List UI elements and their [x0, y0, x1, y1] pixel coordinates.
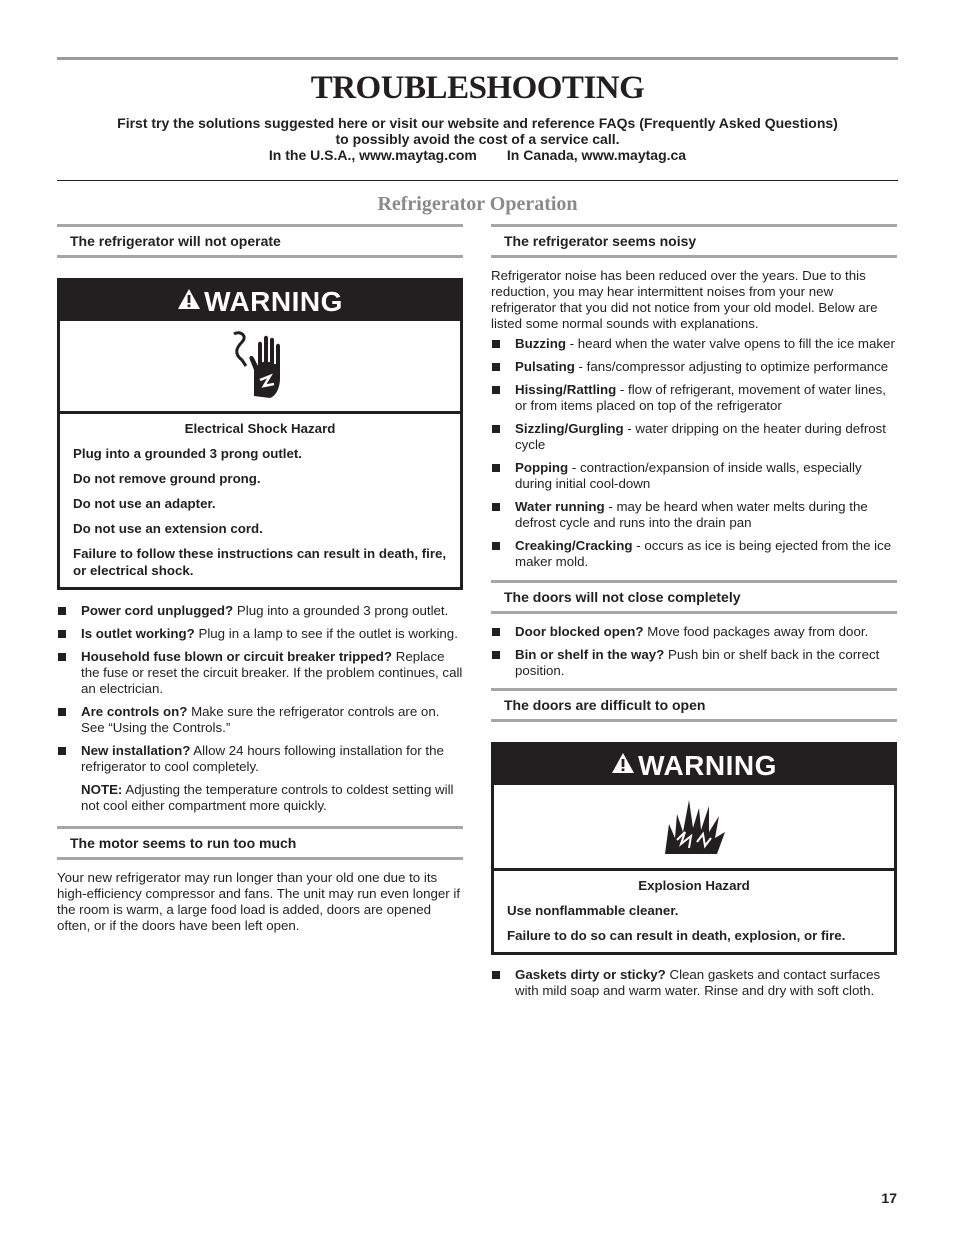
list-item: Household fuse blown or circuit breaker tripped? Replace the fuse or reset the circuit breaker. If the problem continues, call an electrician.	[57, 649, 463, 697]
list-item: Water running - may be heard when water melts during the defrost cycle and runs into the drain pan	[491, 499, 897, 531]
warning-line: Do not remove ground prong.	[73, 471, 261, 486]
noise-list	[491, 336, 897, 570]
intro-text	[57, 115, 898, 163]
warning-line: Do not use an adapter.	[73, 496, 216, 511]
heading-doors-close: The doors will not close completely	[491, 580, 897, 614]
heading-will-not-operate: The refrigerator will not operate	[57, 224, 463, 258]
warning-line: Failure to do so can result in death, explosion, or fire.	[507, 928, 846, 943]
intro-usa-link[interactable]: In the U.S.A., www.maytag.com	[268, 147, 477, 163]
explosion-icon	[494, 785, 894, 871]
motor-text: Your new refrigerator may run longer than your old one due to its high-efficiency compressor and fans. The unit may run even longer if the room is warm, a large food load is added, doors are opened often, or if the doors have been left open.	[57, 870, 461, 933]
intro-canada-link[interactable]: In Canada, www.maytag.ca	[506, 147, 687, 163]
hazard-title: Explosion Hazard	[638, 878, 750, 893]
warning-text	[60, 414, 460, 587]
list-item: Are controls on? Make sure the refrigerator controls are on. See “Using the Controls.”	[57, 704, 463, 736]
left-column	[57, 224, 463, 934]
note-text: NOTE: Adjusting the temperature controls to coldest setting will not cool either compartment more quickly.	[81, 782, 454, 813]
noisy-intro: Refrigerator noise has been reduced over the years. Due to this reduction, you may hear intermittent noises from your new refrigerator that you did not notice from your old model. Below are listed some normal sounds with explanations.	[491, 268, 878, 331]
list-item: Pulsating - fans/compressor adjusting to optimize performance	[491, 359, 897, 375]
doors-close-list	[491, 624, 897, 679]
intro-line-2: to possibly avoid the cost of a service call.	[335, 131, 620, 147]
intro-websites	[57, 147, 898, 163]
warning-label: WARNING	[204, 286, 343, 317]
list-item: Hissing/Rattling - flow of refrigerant, movement of water lines, or from items placed on top of the refrigerator	[491, 382, 897, 414]
warning-header	[494, 745, 894, 785]
list-item: New installation? Allow 24 hours following installation for the refrigerator to cool completely.	[57, 743, 463, 775]
page-title: TROUBLESHOOTING	[310, 70, 645, 106]
warning-text	[494, 871, 894, 952]
list-item: Door blocked open? Move food packages away from door.	[491, 624, 897, 640]
heading-noisy: The refrigerator seems noisy	[491, 224, 897, 258]
top-rule	[57, 57, 898, 60]
intro-line-1: First try the solutions suggested here or visit our website and reference FAQs (Frequently Asked Questions)	[117, 115, 838, 131]
list-item: Sizzling/Gurgling - water dripping on the heater during defrost cycle	[491, 421, 897, 453]
warning-line: Do not use an extension cord.	[73, 521, 263, 536]
warning-box-explosion	[491, 742, 897, 955]
warning-line: Use nonflammable cleaner.	[507, 903, 679, 918]
list-item: Is outlet working? Plug in a lamp to see if the outlet is working.	[57, 626, 463, 642]
warning-triangle-icon	[611, 744, 635, 786]
section-title: Refrigerator Operation	[377, 193, 578, 215]
right-column	[491, 224, 897, 1006]
list-item: Gaskets dirty or sticky? Clean gaskets and contact surfaces with mild soap and warm water. Rinse and dry with soft cloth.	[491, 967, 897, 999]
doors-open-list	[491, 967, 897, 999]
warning-label: WARNING	[638, 750, 777, 781]
warning-box-electrical	[57, 278, 463, 590]
heading-doors-open: The doors are difficult to open	[491, 688, 897, 722]
list-item: Bin or shelf in the way? Push bin or shelf back in the correct position.	[491, 647, 897, 679]
warning-header	[60, 281, 460, 321]
list-item: Popping - contraction/expansion of inside walls, especially during initial cool-down	[491, 460, 897, 492]
warning-line: Plug into a grounded 3 prong outlet.	[73, 446, 302, 461]
warning-line: Failure to follow these instructions can result in death, fire, or electrical shock.	[73, 546, 447, 578]
operate-checklist	[57, 603, 463, 775]
electrical-shock-hand-icon	[60, 321, 460, 414]
warning-triangle-icon	[177, 280, 201, 322]
hazard-title: Electrical Shock Hazard	[184, 421, 336, 436]
section-rule	[57, 180, 898, 181]
list-item: Creaking/Cracking - occurs as ice is being ejected from the ice maker mold.	[491, 538, 897, 570]
heading-motor: The motor seems to run too much	[57, 826, 463, 860]
list-item: Power cord unplugged? Plug into a grounded 3 prong outlet.	[57, 603, 463, 619]
list-item: Buzzing - heard when the water valve opens to fill the ice maker	[491, 336, 897, 352]
page-number: 17	[881, 1190, 897, 1206]
